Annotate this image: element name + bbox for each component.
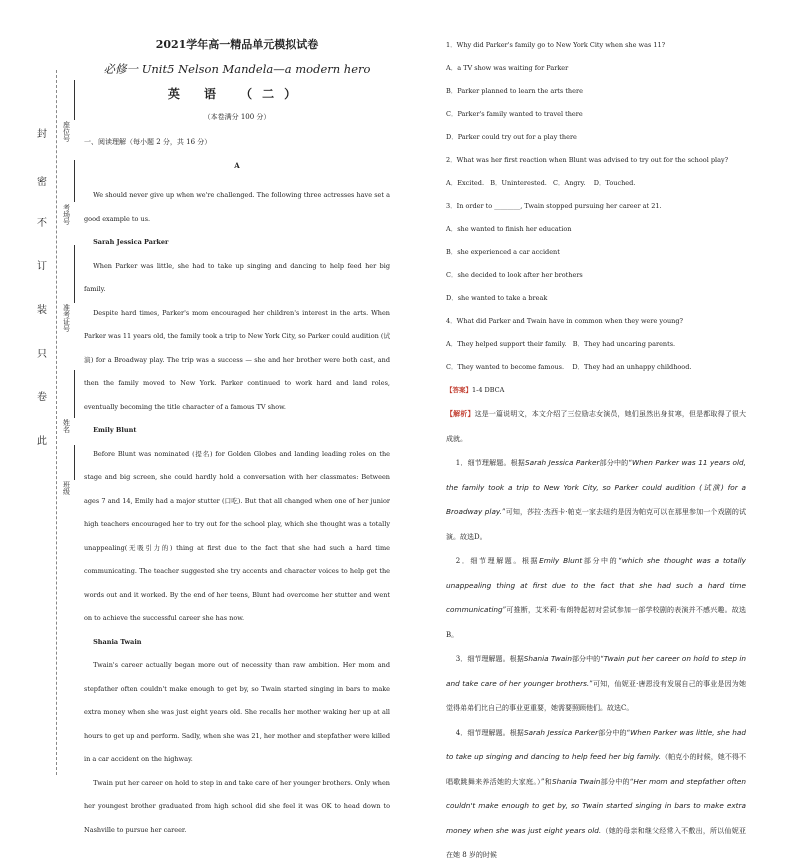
question-option: C．They wanted to become famous. D．They had an unhappy childhood. bbox=[446, 363, 692, 371]
left-column bbox=[84, 36, 390, 842]
exp-text: 部分中的“ bbox=[582, 557, 622, 565]
paragraph: Despite hard times, Parker's mom encouraged her children's interest in the arts. When Parker was 11 years old, the family took a trip to New York City, so Parker could audition (试演) for a Broadway play. The trip was a success — she and her brother were both cast, and then the family moved to New York. Parker continued to work hard and land roles, eventually becoming the title character of a famous TV show. bbox=[84, 308, 390, 411]
question-option: C．she decided to look after her brothers bbox=[446, 271, 583, 279]
exp-text: 1．细节理解题。根据 bbox=[455, 459, 525, 467]
seal-char: 只 bbox=[37, 349, 47, 360]
dashed-seal-line bbox=[56, 70, 57, 775]
answer-line bbox=[446, 379, 746, 402]
exp-quote: Her mom and stepfather often couldn't make enough to get by, so Twain started singing in bars to make extra money when she was just eight years old. bbox=[446, 776, 746, 835]
exp-text: 部分中的“ bbox=[599, 459, 632, 467]
question-option: B．she experienced a car accident bbox=[446, 248, 560, 256]
explanation-4 bbox=[446, 721, 746, 868]
exp-quote: Shania Twain bbox=[523, 654, 572, 663]
seat-number-label: 座位号 bbox=[63, 121, 70, 143]
question-option: D．Parker could try out for a play there bbox=[446, 133, 577, 141]
admission-number-line bbox=[74, 245, 75, 303]
question-stem: 4．What did Parker and Twain have in common when they were young? bbox=[446, 317, 683, 325]
admission-number-label: 准考证号 bbox=[63, 304, 70, 333]
exp-text: （帕克小的时候，她不得不唱歌跳舞来养活她的大家庭。）”和 bbox=[446, 753, 746, 786]
exp-quote: When Parker was little, she had to take up singing and dancing to help feed her big family. bbox=[446, 727, 746, 761]
seal-char: 装 bbox=[37, 305, 47, 316]
exp-text: ”可推断，艾米莉·布朗特起初对尝试参加一部学校剧的表演并不感兴趣。故选B。 bbox=[446, 606, 746, 639]
exp-text: 部分中的“ bbox=[571, 655, 604, 663]
exp-quote: Sarah Jessica Parker bbox=[523, 727, 599, 737]
binding-margin bbox=[0, 0, 80, 794]
question-option: A．she wanted to finish her education bbox=[446, 225, 572, 233]
seal-char: 卷 bbox=[37, 392, 47, 403]
question-option: A．Excited. B．Uninterested. C．Angry. D．Touched. bbox=[446, 179, 636, 187]
passage-letter: A bbox=[234, 161, 240, 170]
exam-room-label: 考场号 bbox=[63, 204, 70, 226]
answer-tag: 【答案】 bbox=[446, 386, 472, 394]
name-line bbox=[74, 370, 75, 418]
subheading-twain: Shania Twain bbox=[93, 637, 142, 646]
section-heading: 一、阅读理解（每小题 2 分，共 16 分） bbox=[84, 138, 212, 146]
seat-number-line bbox=[74, 80, 75, 120]
exp-text: 部分中的“ bbox=[598, 728, 631, 737]
question-option: B．Parker planned to learn the arts there bbox=[446, 87, 583, 95]
exp-text: （她的母亲和继父经常入不敷出，所以仙妮亚在她 8 岁的时候 bbox=[446, 826, 747, 859]
exp-quote: Emily Blunt bbox=[539, 556, 583, 565]
exp-text: 部分中的“ bbox=[600, 777, 634, 786]
question-option: C．Parker's family wanted to travel there bbox=[446, 110, 583, 118]
exp-quote: which she thought was a totally unappealing thing at first due to the fact that she had such a hard time communicating bbox=[446, 556, 746, 614]
question-option: A．a TV show was waiting for Parker bbox=[446, 64, 569, 72]
seal-char: 此 bbox=[37, 436, 47, 447]
exp-text: 3．细节理解题。根据 bbox=[455, 655, 524, 663]
explanation-3 bbox=[446, 647, 746, 721]
paragraph: Before Blunt was nominated (提名) for Golden Globes and landing leading roles on the stage and big screen, she could hardly hold a conversation with her classmates: Between ages 7 and 14, Emily had a major stutter (口吃). But that all changed when one of her junior high teachers encouraged her to try out for the school play, which she thought was a totally unappealing(无吸引力的) thing at first due to the fact that she had such a hard time communicating. The teacher suggested she try accents and character voices to help get the words out and it worked. By the end of her teens, Blunt had overcome her stutter and went on to achieve the successful career she has now. bbox=[84, 449, 390, 622]
question-stem: 3．In order to ________, Twain stopped pursuing her career at 21. bbox=[446, 202, 662, 210]
exam-room-line bbox=[74, 160, 75, 202]
passage-intro: We should never give up when we're challenged. The following three actresses have set a good example to us. bbox=[84, 191, 390, 223]
exp-quote: Twain put her career on hold to step in and take care of her younger brothers. bbox=[446, 654, 746, 688]
exp-text: 2．细节理解题。根据 bbox=[455, 557, 540, 565]
seal-char: 订 bbox=[37, 261, 47, 272]
name-label: 姓名 bbox=[63, 419, 70, 434]
exam-subtitle: 必修一 Unit5 Nelson Mandela—a modern hero bbox=[103, 62, 371, 76]
paragraph: When Parker was little, she had to take up singing and dancing to help feed her big family. bbox=[84, 261, 390, 293]
analysis-text: 这是一篇说明文，本文介绍了三位励志女演员，她们虽然出身贫寒，但是都取得了很大成就。 bbox=[446, 410, 747, 443]
seal-char: 密 bbox=[37, 177, 47, 188]
score-note: （本卷满分 100 分） bbox=[203, 113, 271, 121]
analysis-tag: 【解析】 bbox=[446, 409, 475, 418]
explanation-2 bbox=[446, 549, 746, 647]
question-stem: 2．What was her first reaction when Blunt was advised to try out for the school play? bbox=[446, 156, 729, 164]
exp-text: 4．细节理解题。根据 bbox=[455, 728, 524, 737]
question-stem: 1．Why did Parker's family go to New York City when she was 11? bbox=[446, 41, 666, 49]
exp-text: ”可知，仙妮亚·唐恩没有发展自己的事业是因为她觉得弟弟们比自己的事业更重要，她需要照顾他们。故选C。 bbox=[446, 679, 746, 712]
exp-quote: Sarah Jessica Parker bbox=[524, 458, 600, 467]
exp-text: ”可知，莎拉·杰西卡·帕克一家去纽约是因为帕克可以在那里参加一个戏剧的试演。故选D。 bbox=[446, 508, 746, 541]
answer-text: 1-4 DBCA bbox=[472, 386, 505, 394]
exam-title: 2021学年高一精品单元模拟试卷 bbox=[155, 38, 319, 51]
right-column bbox=[446, 34, 746, 868]
explanation-1 bbox=[446, 451, 746, 549]
class-line bbox=[74, 445, 75, 480]
subheading-parker: Sarah Jessica Parker bbox=[93, 238, 169, 246]
paragraph: Twain's career actually began more out of necessity than raw ambition. Her mom and stepfather often couldn't make enough to get by, so Twain started singing in bars to make extra money when she was just eight years old. She recalls her mother waking her up at all hours to get up and perform. Sadly, when she was 21, her mother and stepfather were killed in a car accident on the highway. bbox=[84, 661, 390, 763]
analysis-line bbox=[446, 402, 746, 451]
seal-char: 封 bbox=[37, 129, 47, 140]
subject-title: 英 语 （二） bbox=[167, 87, 307, 101]
question-option: A．They helped support their family. B．They had uncaring parents. bbox=[446, 340, 676, 348]
class-label: 班级 bbox=[63, 481, 70, 496]
exp-quote: Shania Twain bbox=[552, 776, 601, 786]
seal-char: 不 bbox=[37, 218, 47, 229]
question-option: D．she wanted to take a break bbox=[446, 294, 548, 302]
subheading-blunt: Emily Blunt bbox=[93, 426, 137, 434]
exp-quote: When Parker was 11 years old, the family took a trip to New York City, so Parker could audition (试演) for a Broadway play. bbox=[446, 458, 746, 516]
paragraph: Twain put her career on hold to step in and take care of her younger brothers. Only when her youngest brother graduated from high school did she feel it was OK to head down to Nashville to pursue her career. bbox=[84, 778, 390, 834]
